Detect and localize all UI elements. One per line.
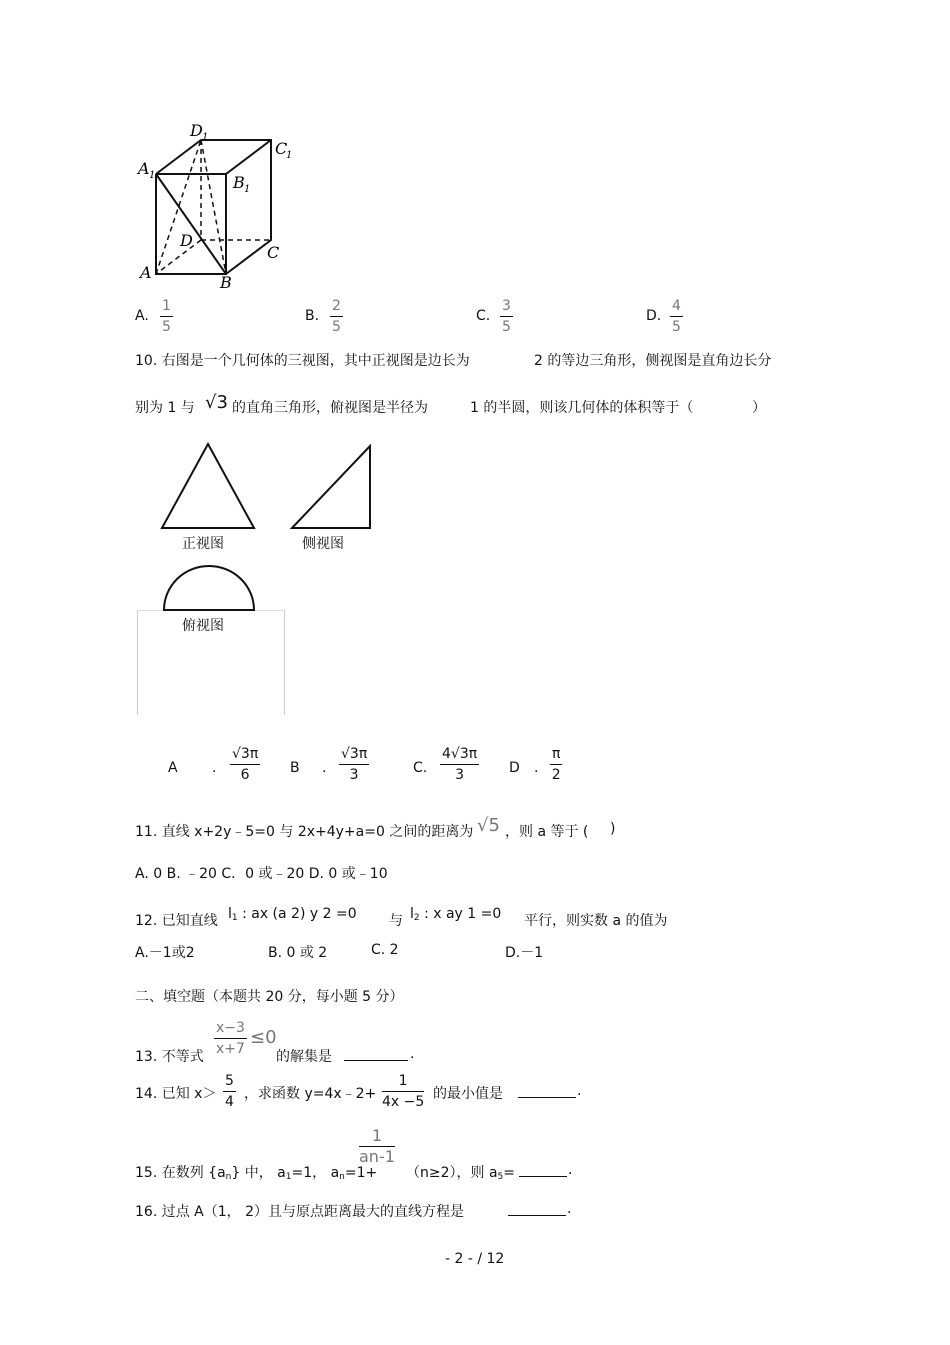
q10-line1-b: 2 的等边三角形，侧视图是直角边长分 — [534, 353, 772, 369]
q13-prefix: 13. 不等式 — [135, 1049, 204, 1065]
q12-eq2: : x ay 1 =0 — [419, 906, 502, 922]
q14-fraction-2 — [382, 1071, 424, 1112]
q14-fraction-1 — [223, 1071, 236, 1112]
q9-c-num: 3 — [500, 296, 513, 317]
q9-option-c-letter: C. — [476, 308, 491, 324]
q14-end: . — [577, 1083, 582, 1099]
q11-options: A. 0 B. ﹣20 C．0 或﹣20 D. 0 或﹣10 — [135, 866, 388, 882]
q11-text-a: 11. 直线 x+2y﹣5=0 与 2x+4y+a=0 之间的距离为 — [135, 824, 474, 840]
q9-option-a-fraction — [160, 296, 173, 337]
q9-option-d-fraction — [670, 296, 683, 337]
q13-fraction — [214, 1018, 247, 1059]
q10-option-a-letter: A — [168, 760, 178, 776]
q10-line2-a: 别为 1 与 — [135, 400, 195, 416]
q13-suffix: 的解集是 — [276, 1049, 332, 1065]
cube-label-A1: A — [138, 159, 150, 178]
side-view-label: 侧视图 — [302, 536, 344, 552]
q12-option-d: D.－1 — [505, 945, 544, 961]
q9-b-den: 5 — [332, 319, 341, 335]
q10-a-num: √3π — [230, 744, 260, 765]
q10-b-num: √3π — [339, 744, 369, 765]
q9-option-d-letter: D. — [646, 308, 662, 324]
q9-option-a-letter: A. — [135, 308, 149, 324]
q14-suffix: 的最小值是 — [433, 1086, 503, 1102]
q9-a-num: 1 — [160, 296, 173, 317]
q15-suffix-eq: = — [503, 1165, 516, 1181]
q12-l2 — [410, 906, 501, 923]
q9-option-b-fraction — [330, 296, 343, 337]
q15-sub-n: n — [225, 1172, 232, 1182]
q14-frac1-num: 5 — [223, 1071, 236, 1092]
q11-text-b: ，则 a 等于 ( — [505, 824, 589, 840]
q10-b-den: 3 — [349, 767, 359, 783]
q15-suffix — [406, 1162, 515, 1182]
q12-l2-sub: 2 — [413, 913, 420, 923]
q15-suffix-text: （n≥2），则 a — [406, 1165, 498, 1181]
q9-option-b-letter: B. — [305, 308, 320, 324]
cube-label-C1-sub: 1 — [286, 150, 293, 161]
q15-frac-num: 1 — [359, 1126, 395, 1147]
q10-option-b-fraction — [339, 744, 369, 785]
q9-c-den: 5 — [502, 319, 511, 335]
q10-line1-a: 10. 右图是一个几何体的三视图，其中正视图是边长为 — [135, 353, 470, 369]
cube-label-C: C — [267, 243, 280, 262]
q10-option-a-fraction — [230, 744, 260, 785]
q10-option-b-letter: B — [290, 760, 300, 776]
q12-l2-letter: l — [410, 906, 414, 922]
q9-d-den: 5 — [672, 319, 681, 335]
q12-text-b: 平行，则实数 a 的值为 — [524, 913, 668, 929]
q10-option-d-fraction — [550, 744, 562, 785]
q16-answer-blank[interactable] — [508, 1201, 566, 1216]
q16-end: . — [567, 1201, 572, 1217]
side-view-triangle — [290, 444, 372, 530]
q10-line2-d: ） — [752, 400, 766, 416]
q15-sub-1: 1 — [285, 1172, 292, 1182]
cube-label-A: A — [140, 263, 152, 282]
cube-label-C1: C — [275, 139, 288, 158]
q12-option-b: B. 0 或 2 — [268, 945, 328, 961]
q16-text: 16. 过点 A（1， 2）且与原点距离最大的直线方程是 — [135, 1204, 465, 1220]
q10-option-b-dot: . — [322, 760, 327, 776]
q14-frac2-den: 4x −5 — [382, 1094, 425, 1110]
q10-option-a-dot: . — [212, 760, 217, 776]
q10-option-c-fraction — [440, 744, 479, 785]
q15-text — [135, 1162, 377, 1182]
q15-frac-den: an-1 — [359, 1147, 395, 1166]
q15-prefix: 15. 在数列 {a — [135, 1165, 226, 1181]
q9-b-num: 2 — [330, 296, 343, 317]
q14-prefix: 14. 已知 x＞ — [135, 1086, 217, 1102]
q9-option-c-fraction — [500, 296, 513, 337]
q15-fraction — [359, 1126, 395, 1167]
top-view-semicircle — [160, 564, 258, 612]
q10-sqrt3: √3 — [205, 392, 228, 413]
q13-frac-den: x+7 — [216, 1041, 245, 1057]
q10-a-den: 6 — [240, 767, 250, 783]
cube-label-D: D — [180, 231, 193, 250]
q10-c-den: 3 — [455, 767, 465, 783]
q10-d-num: π — [550, 744, 562, 765]
page-number: - 2 - / 12 — [445, 1251, 505, 1267]
q15-mid3: =1+ — [344, 1165, 378, 1181]
q14-answer-blank[interactable] — [518, 1083, 576, 1098]
q15-sub-5: 5 — [497, 1172, 504, 1182]
cube-label-B: B — [220, 273, 232, 290]
q12-text-a: 12. 已知直线 — [135, 913, 218, 929]
cube-figure — [130, 118, 300, 290]
cube-label-B1: B — [233, 173, 245, 192]
q12-l1-letter: l — [228, 906, 232, 922]
q9-a-den: 5 — [162, 319, 171, 335]
q10-c-num: 4√3π — [440, 744, 479, 765]
q13-end: . — [410, 1046, 415, 1062]
q12-option-c: C. 2 — [371, 942, 399, 958]
q14-frac1-den: 4 — [225, 1094, 234, 1110]
q15-answer-blank[interactable] — [519, 1162, 567, 1177]
section-two-heading: 二、填空题（本题共 20 分，每小题 5 分） — [135, 989, 404, 1005]
cube-label-B1-sub: 1 — [244, 184, 251, 195]
q12-mid: 与 — [389, 913, 403, 929]
q11-text-c: ) — [610, 821, 616, 837]
q15-mid1: } 中， a — [231, 1165, 286, 1181]
q14-frac2-num: 1 — [382, 1071, 424, 1092]
q10-line2-b: 的直角三角形，俯视图是半径为 — [232, 400, 428, 416]
q10-option-c-letter: C. — [413, 760, 428, 776]
q11-sqrt5: √5 — [477, 815, 500, 836]
cube-label-D1-sub: 1 — [202, 132, 209, 143]
q9-d-num: 4 — [670, 296, 683, 317]
q15-mid2: =1， a — [291, 1165, 340, 1181]
front-view-triangle — [160, 442, 256, 530]
q15-sub-n2: n — [339, 1172, 345, 1182]
q13-frac-num: x−3 — [214, 1018, 247, 1039]
front-view-label: 正视图 — [182, 536, 224, 552]
q13-answer-blank[interactable] — [344, 1046, 408, 1061]
q15-end: . — [568, 1162, 573, 1178]
q10-line2-c: 1 的半圆，则该几何体的体积等于（ — [470, 400, 694, 416]
q12-eq1: : ax (a 2) y 2 =0 — [237, 906, 357, 922]
q10-option-d-letter: D — [509, 760, 520, 776]
q13-relation: ≤0 — [250, 1027, 277, 1048]
q14-mid: ，求函数 y=4x﹣2+ — [244, 1086, 377, 1102]
top-view-label: 俯视图 — [182, 618, 224, 634]
q10-d-den: 2 — [551, 767, 561, 783]
q12-l1-sub: 1 — [231, 913, 238, 923]
q12-option-a: A.－1或2 — [135, 945, 195, 961]
q12-l1 — [228, 906, 357, 923]
cube-label-A1-sub: 1 — [149, 170, 156, 181]
cube-label-D1: D — [190, 121, 203, 140]
q10-option-d-dot: . — [534, 760, 539, 776]
